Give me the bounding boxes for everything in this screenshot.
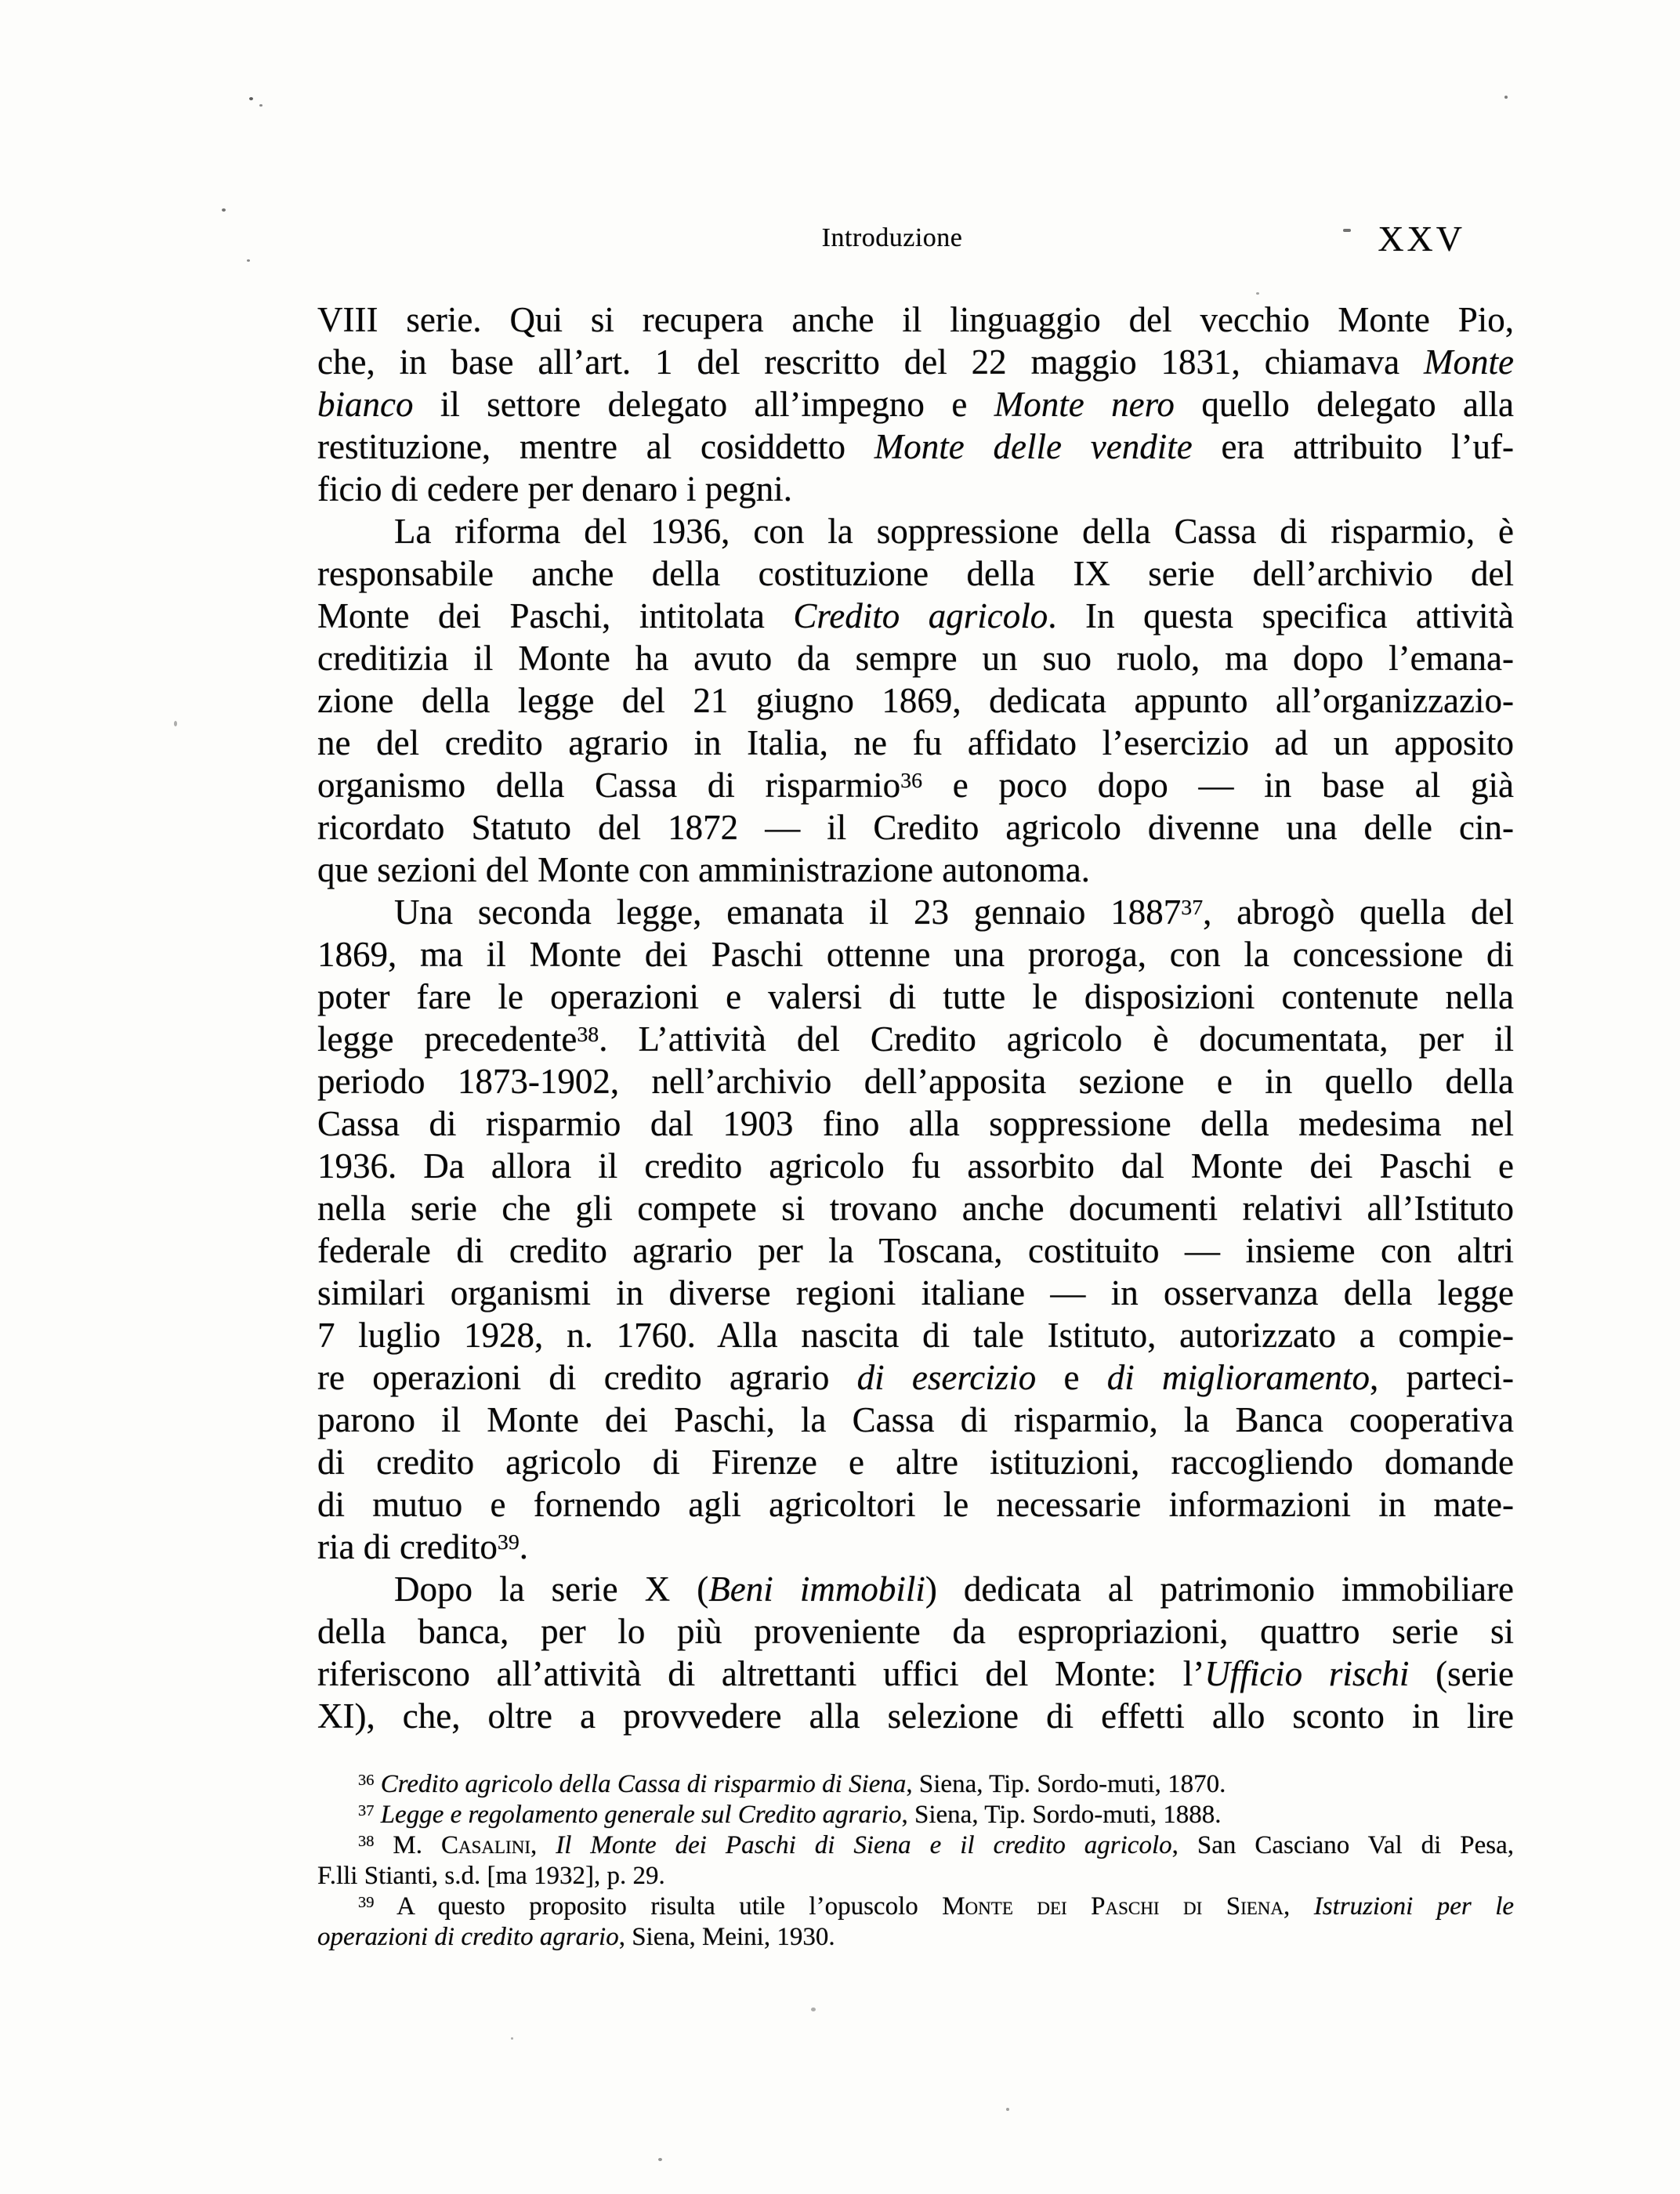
text-line xyxy=(317,1769,1514,1800)
text-line xyxy=(317,1229,1514,1272)
text-segment: Istruzioni per le xyxy=(1313,1892,1515,1921)
text-segment: . L’attività del Credito agricolo è documentata, per il xyxy=(599,1019,1514,1059)
text-segment: La riforma del 1936, con la soppressione della Cassa di risparmio, è xyxy=(394,512,1514,551)
text-segment: era attribuito l’uf- xyxy=(1192,427,1514,466)
text-segment: Una seconda legge, emanata il 23 gennaio 1887 xyxy=(394,892,1182,932)
text-line xyxy=(317,976,1514,1018)
text-segment: , San Casciano Val di Pesa, xyxy=(1171,1831,1515,1859)
scan-speck xyxy=(247,259,250,262)
footnotes xyxy=(317,1769,1514,1953)
text-segment: di miglioramento xyxy=(1106,1358,1370,1397)
scan-speck xyxy=(1504,96,1508,99)
text-segment: Beni immobili xyxy=(708,1569,925,1609)
text-line xyxy=(317,510,1514,552)
text-segment: XI), che, oltre a provvedere alla selezione di effetti allo sconto in lire xyxy=(317,1696,1514,1736)
scan-speck xyxy=(811,2008,816,2011)
footnote-marker: 36 xyxy=(358,1772,375,1790)
text-segment: F.lli Stianti, s.d. [ma 1932], p. 29. xyxy=(317,1862,665,1890)
text-line xyxy=(317,383,1514,425)
text-segment: bianco xyxy=(317,385,414,424)
text-line xyxy=(317,1830,1514,1861)
text-segment: ficio di cedere per denaro i pegni. xyxy=(317,469,792,509)
text-segment: que sezioni del Monte con amministrazione autonoma. xyxy=(317,850,1090,889)
text-segment: il settore delegato all’impegno e xyxy=(413,385,994,424)
text-line xyxy=(317,764,1514,806)
text-segment: , Siena, Tip. Sordo-muti, 1888. xyxy=(901,1801,1222,1829)
scan-speck xyxy=(249,97,253,100)
footnote-marker: 38 xyxy=(577,1023,599,1048)
text-segment: organismo della Cassa di risparmio xyxy=(317,766,901,805)
text-line xyxy=(317,1568,1514,1610)
text-segment: . In questa specifica attività xyxy=(1048,596,1514,635)
text-segment: A questo proposito risulta utile l’opuscolo xyxy=(374,1892,943,1921)
text-segment: poter fare le operazioni e valersi di tutte le disposizioni contenute nella xyxy=(317,977,1514,1016)
text-segment: M. xyxy=(374,1831,441,1859)
text-segment: Monte nero xyxy=(994,385,1175,424)
scan-speck xyxy=(222,208,226,212)
text-line xyxy=(317,1695,1514,1737)
text-segment xyxy=(374,1801,380,1829)
text-segment: , Siena, Tip. Sordo-muti, 1870. xyxy=(906,1770,1226,1798)
text-segment: di mutuo e fornendo agli agricoltori le necessarie informazioni in mate- xyxy=(317,1485,1514,1524)
text-line xyxy=(317,1800,1514,1830)
text-segment: Monte dei Paschi, intitolata xyxy=(317,596,794,635)
text-line xyxy=(317,299,1514,341)
scan-speck xyxy=(174,721,177,726)
text-segment xyxy=(374,1770,380,1798)
text-segment: 1869, ma il Monte dei Paschi ottenne una proroga, con la concessione di xyxy=(317,935,1514,974)
text-line xyxy=(317,1399,1514,1441)
text-segment: Credito agricolo xyxy=(793,596,1048,635)
text-segment: Monte dei Paschi di Siena xyxy=(942,1892,1284,1921)
text-line xyxy=(317,341,1514,383)
text-segment: Legge e regolamento generale sul Credito agrario xyxy=(380,1801,902,1829)
text-segment: Ufficio rischi xyxy=(1204,1654,1410,1693)
page-header xyxy=(317,219,1514,266)
text-segment: che, in base all’art. 1 del rescritto del 22 maggio 1831, chiamava xyxy=(317,342,1425,382)
text-segment: legge precedente xyxy=(317,1019,578,1059)
text-segment: , abrogò quella del xyxy=(1203,892,1514,932)
text-segment: ) dedicata al patrimonio immobiliare xyxy=(925,1569,1514,1609)
text-segment: della banca, per lo più proveniente da espropriazioni, quattro serie si xyxy=(317,1612,1514,1651)
text-line xyxy=(317,1314,1514,1356)
text-line xyxy=(317,637,1514,679)
text-segment: , xyxy=(530,1831,556,1859)
text-line xyxy=(317,1526,1514,1568)
text-segment: Il Monte dei Paschi di Siena e il credito agricolo xyxy=(556,1831,1172,1859)
body-text xyxy=(317,299,1514,1737)
text-segment: Monte delle vendite xyxy=(874,427,1193,466)
text-segment: ria di credito xyxy=(317,1527,498,1566)
text-line xyxy=(317,1441,1514,1483)
text-segment: federale di credito agrario per la Toscana, costituito — insieme con altri xyxy=(317,1231,1514,1270)
page-number: XXV xyxy=(1378,219,1465,259)
text-segment: 7 luglio 1928, n. 1760. Alla nascita di tale Istituto, autorizzato a compie- xyxy=(317,1316,1514,1355)
text-segment: re operazioni di credito agrario xyxy=(317,1358,857,1397)
text-line xyxy=(317,1187,1514,1229)
text-line xyxy=(317,1922,1514,1953)
text-line xyxy=(317,1483,1514,1526)
text-segment: riferiscono all’attività di altrettanti uffici del Monte: l’ xyxy=(317,1654,1205,1693)
scan-speck xyxy=(511,2037,513,2040)
text-line xyxy=(317,1060,1514,1102)
text-segment: responsabile anche della costituzione della IX serie dell’archivio del xyxy=(317,554,1514,593)
text-line xyxy=(317,425,1514,468)
text-line xyxy=(317,1861,1514,1892)
text-line xyxy=(317,1145,1514,1187)
text-line xyxy=(317,679,1514,722)
text-line xyxy=(317,1018,1514,1060)
text-segment: e poco dopo — in base al già xyxy=(922,766,1514,805)
footnote-marker: 39 xyxy=(358,1894,375,1912)
footnote-marker: 38 xyxy=(358,1833,375,1851)
footnote-marker: 39 xyxy=(497,1530,520,1555)
text-line xyxy=(317,552,1514,595)
text-segment: di esercizio xyxy=(856,1358,1037,1397)
scan-speck xyxy=(658,2158,662,2161)
text-line xyxy=(317,1892,1514,1922)
text-segment: (serie xyxy=(1409,1654,1515,1693)
text-segment: Casalini xyxy=(440,1831,530,1859)
text-segment: VIII serie. Qui si recupera anche il linguaggio del vecchio Monte Pio, xyxy=(317,300,1514,339)
text-segment: , parteci- xyxy=(1370,1358,1514,1397)
scan-speck xyxy=(1006,2108,1009,2111)
text-segment: Monte xyxy=(1424,342,1514,382)
scan-speck xyxy=(1343,229,1351,232)
text-line xyxy=(317,891,1514,933)
text-line xyxy=(317,468,1514,510)
scan-speck xyxy=(1256,292,1259,295)
text-line xyxy=(317,722,1514,764)
text-segment: periodo 1873-1902, nell’archivio dell’apposita sezione e in quello della xyxy=(317,1062,1514,1101)
footnote-marker: 36 xyxy=(900,769,923,794)
text-segment: similari organismi in diverse regioni italiane — in osservanza della legge xyxy=(317,1273,1514,1312)
text-line xyxy=(317,1272,1514,1314)
text-segment: ne del credito agrario in Italia, ne fu affidato l’esercizio ad un apposito xyxy=(317,723,1514,762)
text-segment: e xyxy=(1036,1358,1107,1397)
text-line xyxy=(317,595,1514,637)
text-segment: nella serie che gli compete si trovano anche documenti relativi all’Istituto xyxy=(317,1189,1514,1228)
text-segment: di credito agricolo di Firenze e altre istituzioni, raccogliendo domande xyxy=(317,1443,1514,1482)
running-head: Introduzione xyxy=(821,223,963,252)
text-line xyxy=(317,1356,1514,1399)
footnote-marker: 37 xyxy=(358,1802,375,1820)
footnote-marker: 37 xyxy=(1181,896,1204,921)
text-line xyxy=(317,1610,1514,1653)
text-segment: ricordato Statuto del 1872 — il Credito agricolo divenne una delle cin- xyxy=(317,808,1514,847)
text-segment: , Siena, Meini, 1930. xyxy=(618,1923,835,1951)
text-segment: parono il Monte dei Paschi, la Cassa di risparmio, la Banca cooperativa xyxy=(317,1400,1514,1439)
text-line xyxy=(317,1653,1514,1695)
text-segment: 1936. Da allora il credito agricolo fu assorbito dal Monte dei Paschi e xyxy=(317,1146,1514,1186)
text-segment: Dopo la serie X ( xyxy=(394,1569,709,1609)
text-segment: , xyxy=(1284,1892,1314,1921)
text-segment: operazioni di credito agrario xyxy=(317,1923,619,1951)
text-segment: quello delegato alla xyxy=(1174,385,1514,424)
text-segment: Credito agricolo della Cassa di risparmio di Siena xyxy=(380,1770,907,1798)
text-line xyxy=(317,933,1514,976)
text-segment: restituzione, mentre al cosiddetto xyxy=(317,427,874,466)
scan-speck xyxy=(259,104,262,107)
text-line xyxy=(317,806,1514,849)
text-line xyxy=(317,849,1514,891)
text-segment: Cassa di risparmio dal 1903 fino alla soppressione della medesima nel xyxy=(317,1104,1514,1143)
text-segment: . xyxy=(519,1527,529,1566)
text-segment: creditizia il Monte ha avuto da sempre un suo ruolo, ma dopo l’emana- xyxy=(317,639,1514,678)
text-line xyxy=(317,1102,1514,1145)
text-segment: zione della legge del 21 giugno 1869, dedicata appunto all’organizzazio- xyxy=(317,681,1514,720)
